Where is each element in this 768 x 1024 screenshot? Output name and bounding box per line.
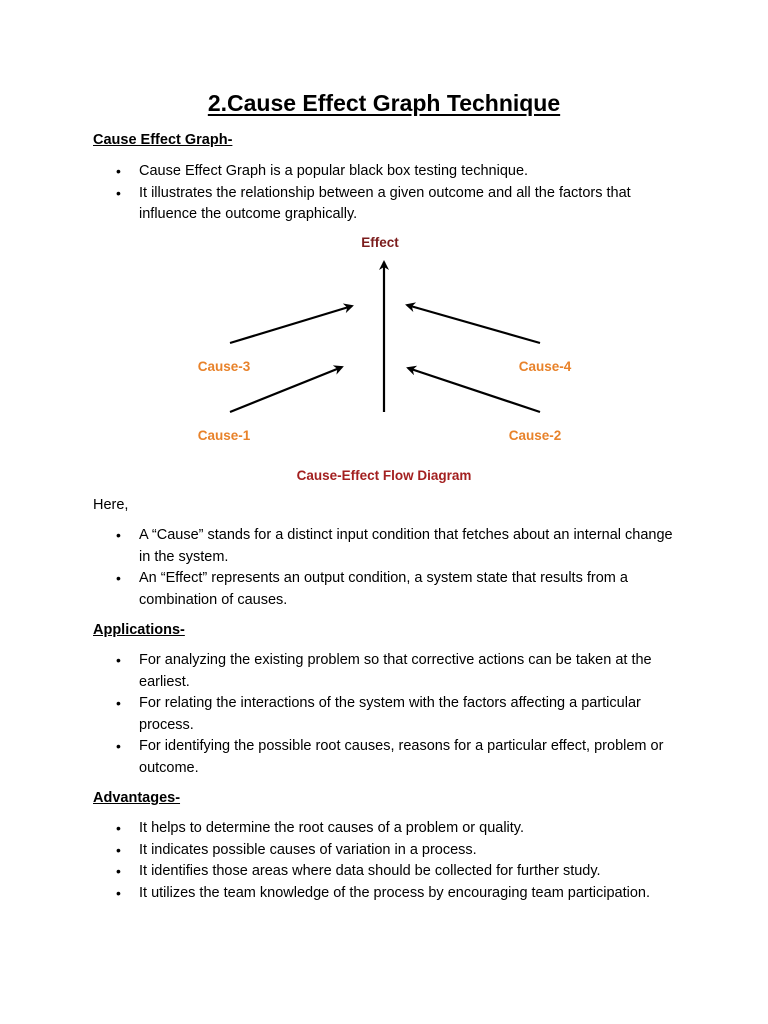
bullet-icon: • bbox=[116, 841, 121, 858]
list-item: • Cause Effect Graph is a popular black box testing technique. bbox=[0, 161, 684, 183]
list-item: • It helps to determine the root causes of a problem or quality. bbox=[0, 818, 684, 840]
bullet-icon: • bbox=[116, 820, 121, 836]
page-title: 2.Cause Effect Graph Technique bbox=[207, 90, 561, 116]
bullet-icon: • bbox=[116, 527, 121, 543]
bullet-icon: • bbox=[116, 652, 121, 668]
list-item: • An “Effect” represents an output condition, a system state that results from a combination of causes. bbox=[116, 570, 628, 608]
cause2-label: Cause-2 bbox=[508, 428, 562, 443]
effect-label: Effect bbox=[361, 235, 399, 250]
heading-applications: Applications- bbox=[93, 622, 185, 638]
bullet-icon: • bbox=[116, 570, 121, 586]
cause-effect-graph-list bbox=[0, 161, 768, 226]
cause4-arrow bbox=[407, 305, 540, 343]
bullet-icon: • bbox=[116, 884, 121, 901]
cause-effect-flow-diagram bbox=[0, 228, 768, 490]
heading-cause-effect-graph: Cause Effect Graph- bbox=[93, 132, 233, 148]
bullet-icon: • bbox=[116, 863, 121, 879]
list-item: • It utilizes the team knowledge of the process by encouraging team participation. bbox=[0, 883, 684, 905]
list-item: • For relating the interactions of the system with the factors affecting a particular process. bbox=[116, 695, 641, 733]
bullet-icon: • bbox=[116, 184, 121, 201]
list-item: • A “Cause” stands for a distinct input condition that fetches about an internal change in the system. bbox=[116, 527, 673, 565]
list-item: • It illustrates the relationship between a given outcome and all the factors that influence the outcome graphically. bbox=[116, 184, 631, 222]
bullet-icon: • bbox=[116, 163, 121, 179]
cause4-label: Cause-4 bbox=[518, 359, 572, 374]
bullet-icon: • bbox=[116, 695, 121, 711]
advantages-list bbox=[0, 818, 768, 904]
here-label: Here, bbox=[93, 497, 129, 513]
diagram-caption: Cause-Effect Flow Diagram bbox=[296, 468, 472, 483]
heading-advantages: Advantages- bbox=[93, 790, 181, 806]
cause3-arrow bbox=[230, 306, 352, 343]
bullet-icon: • bbox=[116, 738, 121, 754]
cause2-arrow bbox=[408, 368, 540, 412]
cause3-label: Cause-3 bbox=[197, 359, 251, 374]
list-item: • For analyzing the existing problem so that corrective actions can be taken at the earliest. bbox=[116, 652, 652, 690]
applications-list bbox=[0, 650, 768, 779]
list-item: • For identifying the possible root causes, reasons for a particular effect, problem or outcome. bbox=[116, 738, 664, 776]
list-item: • It identifies those areas where data should be collected for further study. bbox=[0, 861, 684, 883]
list-item: • It indicates possible causes of variation in a process. bbox=[0, 840, 684, 862]
cause1-label: Cause-1 bbox=[197, 428, 251, 443]
here-list bbox=[0, 525, 768, 611]
